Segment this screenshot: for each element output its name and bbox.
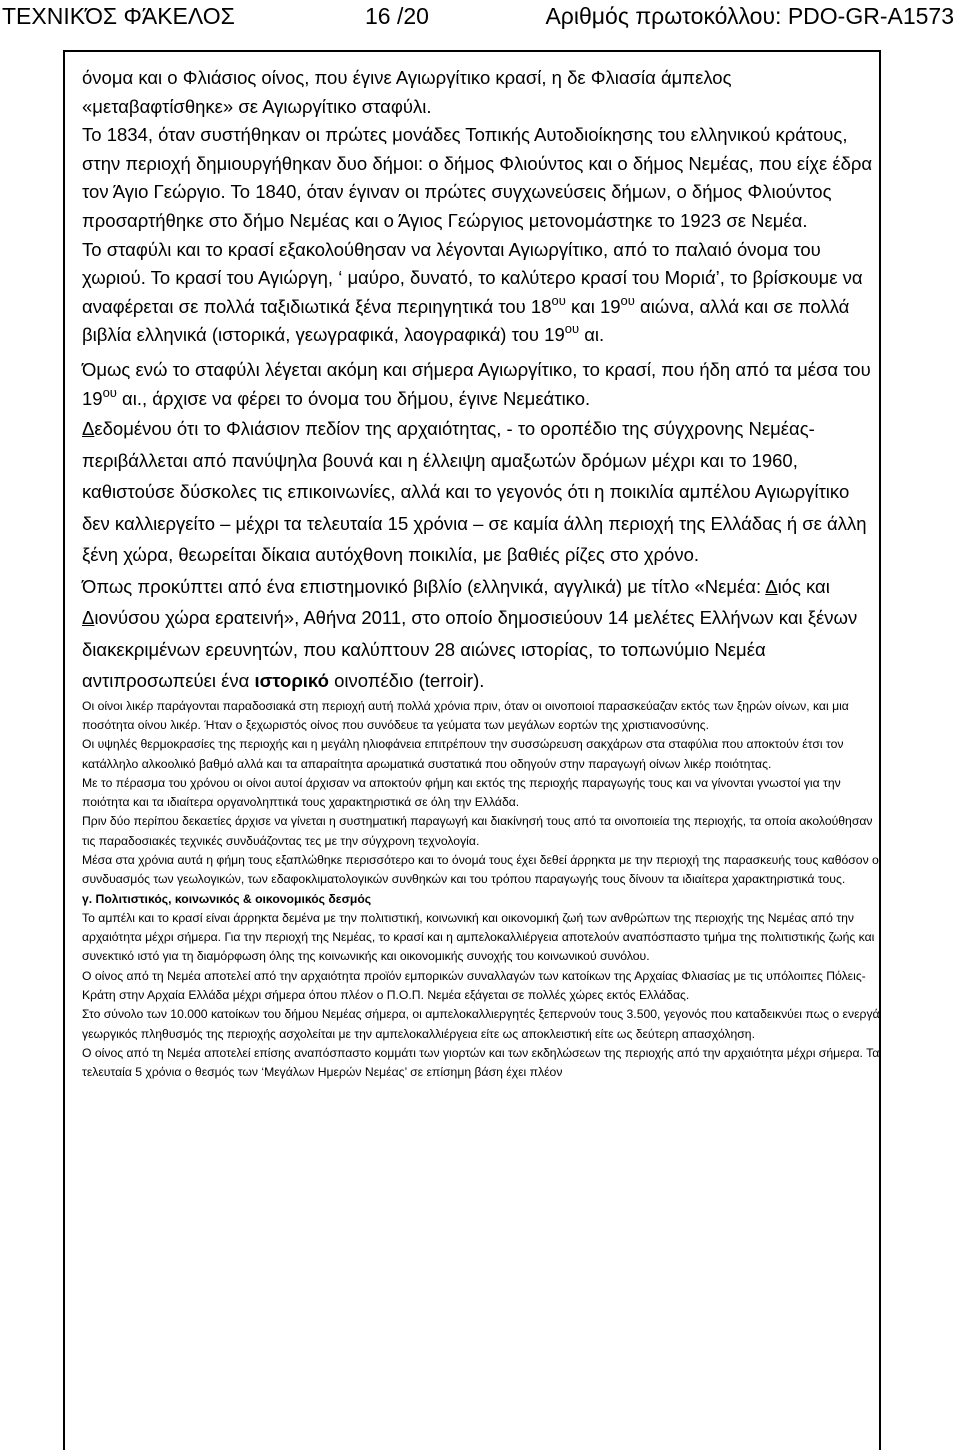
superscript: ου — [620, 292, 635, 308]
paragraph-5 — [82, 413, 882, 571]
document-title: ΤΕΧΝΙΚΌΣ ΦΆΚΕΛΟΣ — [2, 3, 235, 29]
text: αι., άρχισε να φέρει το όνομα του δήμου, έγινε Νεμεάτικο. — [116, 387, 591, 409]
section-heading: γ. Πολιτιστικός, κοινωνικός & οικονομικός δεσμός — [82, 891, 372, 906]
small-paragraph-8: Στο σύνολο των 10.000 κατοίκων του δήμου Νεμέας σήμερα, οι αμπελοκαλλιεργητές ξεπερνούν τους 3.500, γεγονός που καταδεικνύει πως ο ενεργά γεωργικός πληθυσμός της περιοχής ασχολείται με την αμπελοκαλλιέργεια είτε ως αποκλειστική είτε ως δεύτερη απασχόληση. — [82, 1007, 880, 1041]
small-paragraph-9: Ο οίνος από τη Νεμέα αποτελεί επίσης αναπόσπαστο κομμάτι των γιορτών και των εκδηλώσεων της περιοχής από την αρχαιότητα μέχρι σήμερα. Τα τελευταία 5 χρόνια ο θεσμός των ‘Μεγάλων Ημερών Νεμέας’ σε επίσημη βάση έχει πλέον — [82, 1045, 880, 1080]
small-paragraph-7: Ο οίνος από τη Νεμέα αποτελεί από την αρχαιότητα προϊόν εμπορικών συναλλαγών των κατοίκων της Αρχαίας Φλιασίας με τις υπόλοιπες Πόλεις-Κράτη στην Αρχαία Ελλάδα μέχρι σήμερα όπου πλέον ο Π.Ο.Π. Νεμέα εξάγεται σε πολλές χώρες εκτός Ελλάδας. — [82, 968, 866, 1003]
text: Το σταφύλι και το κρασί εξακολούθησαν να λέγονται Αγιωργίτικο, από το παλαιό όνομα του χωριού. Το κρασί του Αγιώργη, ‘ μαύρο, δυνατό, το καλύτερο κρασί του Μοριά’, το βρίσκουμε να αναφέρεται σε πολλά ταξιδιωτικά ξένα περιηγητικά του 18 — [82, 238, 863, 317]
text: Όμως ενώ το σταφύλι λέγεται ακόμη και σήμερα Αγιωργίτικο, το κρασί, που ήδη από τα μέσα του 19 — [82, 358, 871, 409]
small-paragraph-1: Οι οίνοι λικέρ παράγονται παραδοσιακά στη περιοχή αυτή πολλά χρόνια πριν, όταν οι οινοποιοί παρασκεύαζαν εκτός των ξηρών οίνων, και μια ποσότητα οίνου λικέρ. Ήταν ο ξεχωριστός οίνος που συνόδευε τα γεύματα των μεγάλων εορτών της χριστιανοσύνης. — [82, 698, 849, 732]
small-paragraph-4: Πριν δύο περίπου δεκαετίες άρχισε να γίνεται η συστηματική παραγωγή και διακίνησή τους από τα οινοποιεία της περιοχής, τα οποία ακολούθησαν τις παραδοσιακές τεχνικές συνδυάζοντας τες με την σύγχρονη τεχνολογία. — [82, 814, 873, 848]
text: Δ — [82, 418, 95, 440]
superscript: ου — [102, 384, 117, 400]
paragraph-4 — [82, 356, 882, 413]
text: ιστορικό — [254, 670, 329, 692]
superscript: ου — [551, 292, 566, 308]
paragraph-2: Το 1834, όταν συστήθηκαν οι πρώτες μονάδες Τοπικής Αυτοδιοίκησης του ελληνικού κράτους, στην περιοχή δημιουργήθηκαν δυο δήμοι: ο δήμος Φλιούντος και ο δήμος Νεμέας, που είχε έδρα τον Άγιο Γεώργιο. Το 1840, όταν έγιναν οι πρώτες συγχωνεύσεις δήμων, ο δήμος Φλιούντος προσαρτήθηκε στο δήμο Νεμέας και ο Άγιος Γεώργιος μετονομάστηκε το 1923 σε Νεμέα. — [82, 124, 873, 231]
superscript: ου — [564, 321, 580, 337]
page-header — [0, 0, 960, 40]
text: αιώνα, αλλά και σε πολλά βιβλία ελληνικά (ιστορικά, γεωγραφικά, λαογραφικά) του 19 — [82, 295, 850, 346]
text: εδομένου ότι το Φλιάσιον πεδίον της αρχαιότητας, - το οροπέδιο της σύγχρονης Νεμέας- περιβάλλεται από πανύψηλα βουνά και η έλλειψη αμαξωτών δρόμων μέχρι και το 1960, καθιστούσε δύσκολες τις επικοινωνίες, αλλά και το γεγονός ότι η ποικιλία αμπέλου Αγιωργίτικο δεν καλλιεργείτο – μέχρι τα τελευταία 15 χρόνια – σε καμία άλλη περιοχή της Ελλάδας ή σε άλλη ξένη χώρα, θεωρείται δίκαια αυτόχθονη ποικιλία, με βαθιές ρίζες στο χρόνο. — [82, 418, 867, 566]
paragraph-1: όνομα και ο Φλιάσιος οίνος, που έγινε Αγιωργίτικο κρασί, η δε Φλιασία άμπελος «μεταβαφτίσθηκε» σε Αγιωργίτικο σταφύλι. — [82, 67, 732, 117]
small-paragraph-3: Με το πέρασμα του χρόνου οι οίνοι αυτοί άρχισαν να αποκτούν φήμη και εκτός της περιοχής παραγωγής τους και να γίνονται γνωστοί για την ποιότητα και τα ιδιαίτερα οργανοληπτικά τους χαρακτηριστικά σε όλη την Ελλάδα. — [82, 775, 841, 810]
document-body — [82, 64, 882, 1083]
text: Όπως προκύπτει από ένα επιστημονικό βιβλίο (ελληνικά, αγγλικά) με τίτλο «Νεμέα: — [82, 575, 766, 597]
text: οινοπέδιο (terroir). — [328, 670, 485, 692]
small-paragraph-5: Μέσα στα χρόνια αυτά η φήμη τους εξαπλώθηκε περισσότερο και το όνομά τους έχει δεθεί άρρηκτα με την περιοχή της παρασκευής τους καθόσον ο συνδυασμός των γεωλογικών, των εδαφοκλιματολογικών συνθηκών και του τρόπου παραγωγής τους δίνουν τα ιδιαίτερα χαρακτηριστικά τους. — [82, 853, 879, 887]
small-paragraph-6: Το αμπέλι και το κρασί είναι άρρηκτα δεμένα με την πολιτιστική, κοινωνική και οικονομική ζωή των ανθρώπων της περιοχής της Νεμέας από την αρχαιότητα μέχρι σήμερα. Για την περιοχή της Νεμέας, το κρασί και η αμπελοκαλλιέργεια αποτελούν αναπόσπαστο τμήμα της πολιτιστικής ζωής και συνεκτικό ιστό για τη διαμόρφωση όλης της κοινωνικής και οικονομικής συνοχής του κοινωνικού συνόλου. — [82, 910, 875, 964]
paragraph-6 — [82, 571, 882, 697]
small-paragraph-2: Οι υψηλές θερμοκρασίες της περιοχής και η μεγάλη ηλιοφάνεια επιτρέπουν την συσσώρευση σακχάρων στα σταφύλια που αποκτούν έτσι τον κατάλληλο αλκοολικό βαθμό αλλά και τα απαραίτητα αρωματικά συστατικά που οδηγούν στην παραγωγή οίνων λικέρ ποιότητας. — [82, 737, 844, 771]
text: ιονύσου χώρα ερατεινή», Αθήνα 2011, στο οποίο δημοσιεύουν 14 μελέτες Ελλήνων και ξένων διακεκριμένων ερευνητών, που καλύπτουν 28 αιώνες ιστορίας, το τοπωνύμιο Νεμέα αντιπροσωπεύει ένα — [82, 607, 858, 692]
text: ιός και — [777, 575, 830, 597]
text: και 19 — [565, 295, 621, 317]
protocol-number: Αριθμός πρωτοκόλλου: PDO-GR-A1573 — [545, 3, 954, 29]
text: Δ — [765, 575, 778, 597]
page-number: 16 /20 — [365, 3, 429, 29]
text: αι. — [579, 324, 605, 346]
text: Δ — [82, 607, 95, 629]
paragraph-3 — [82, 236, 882, 350]
